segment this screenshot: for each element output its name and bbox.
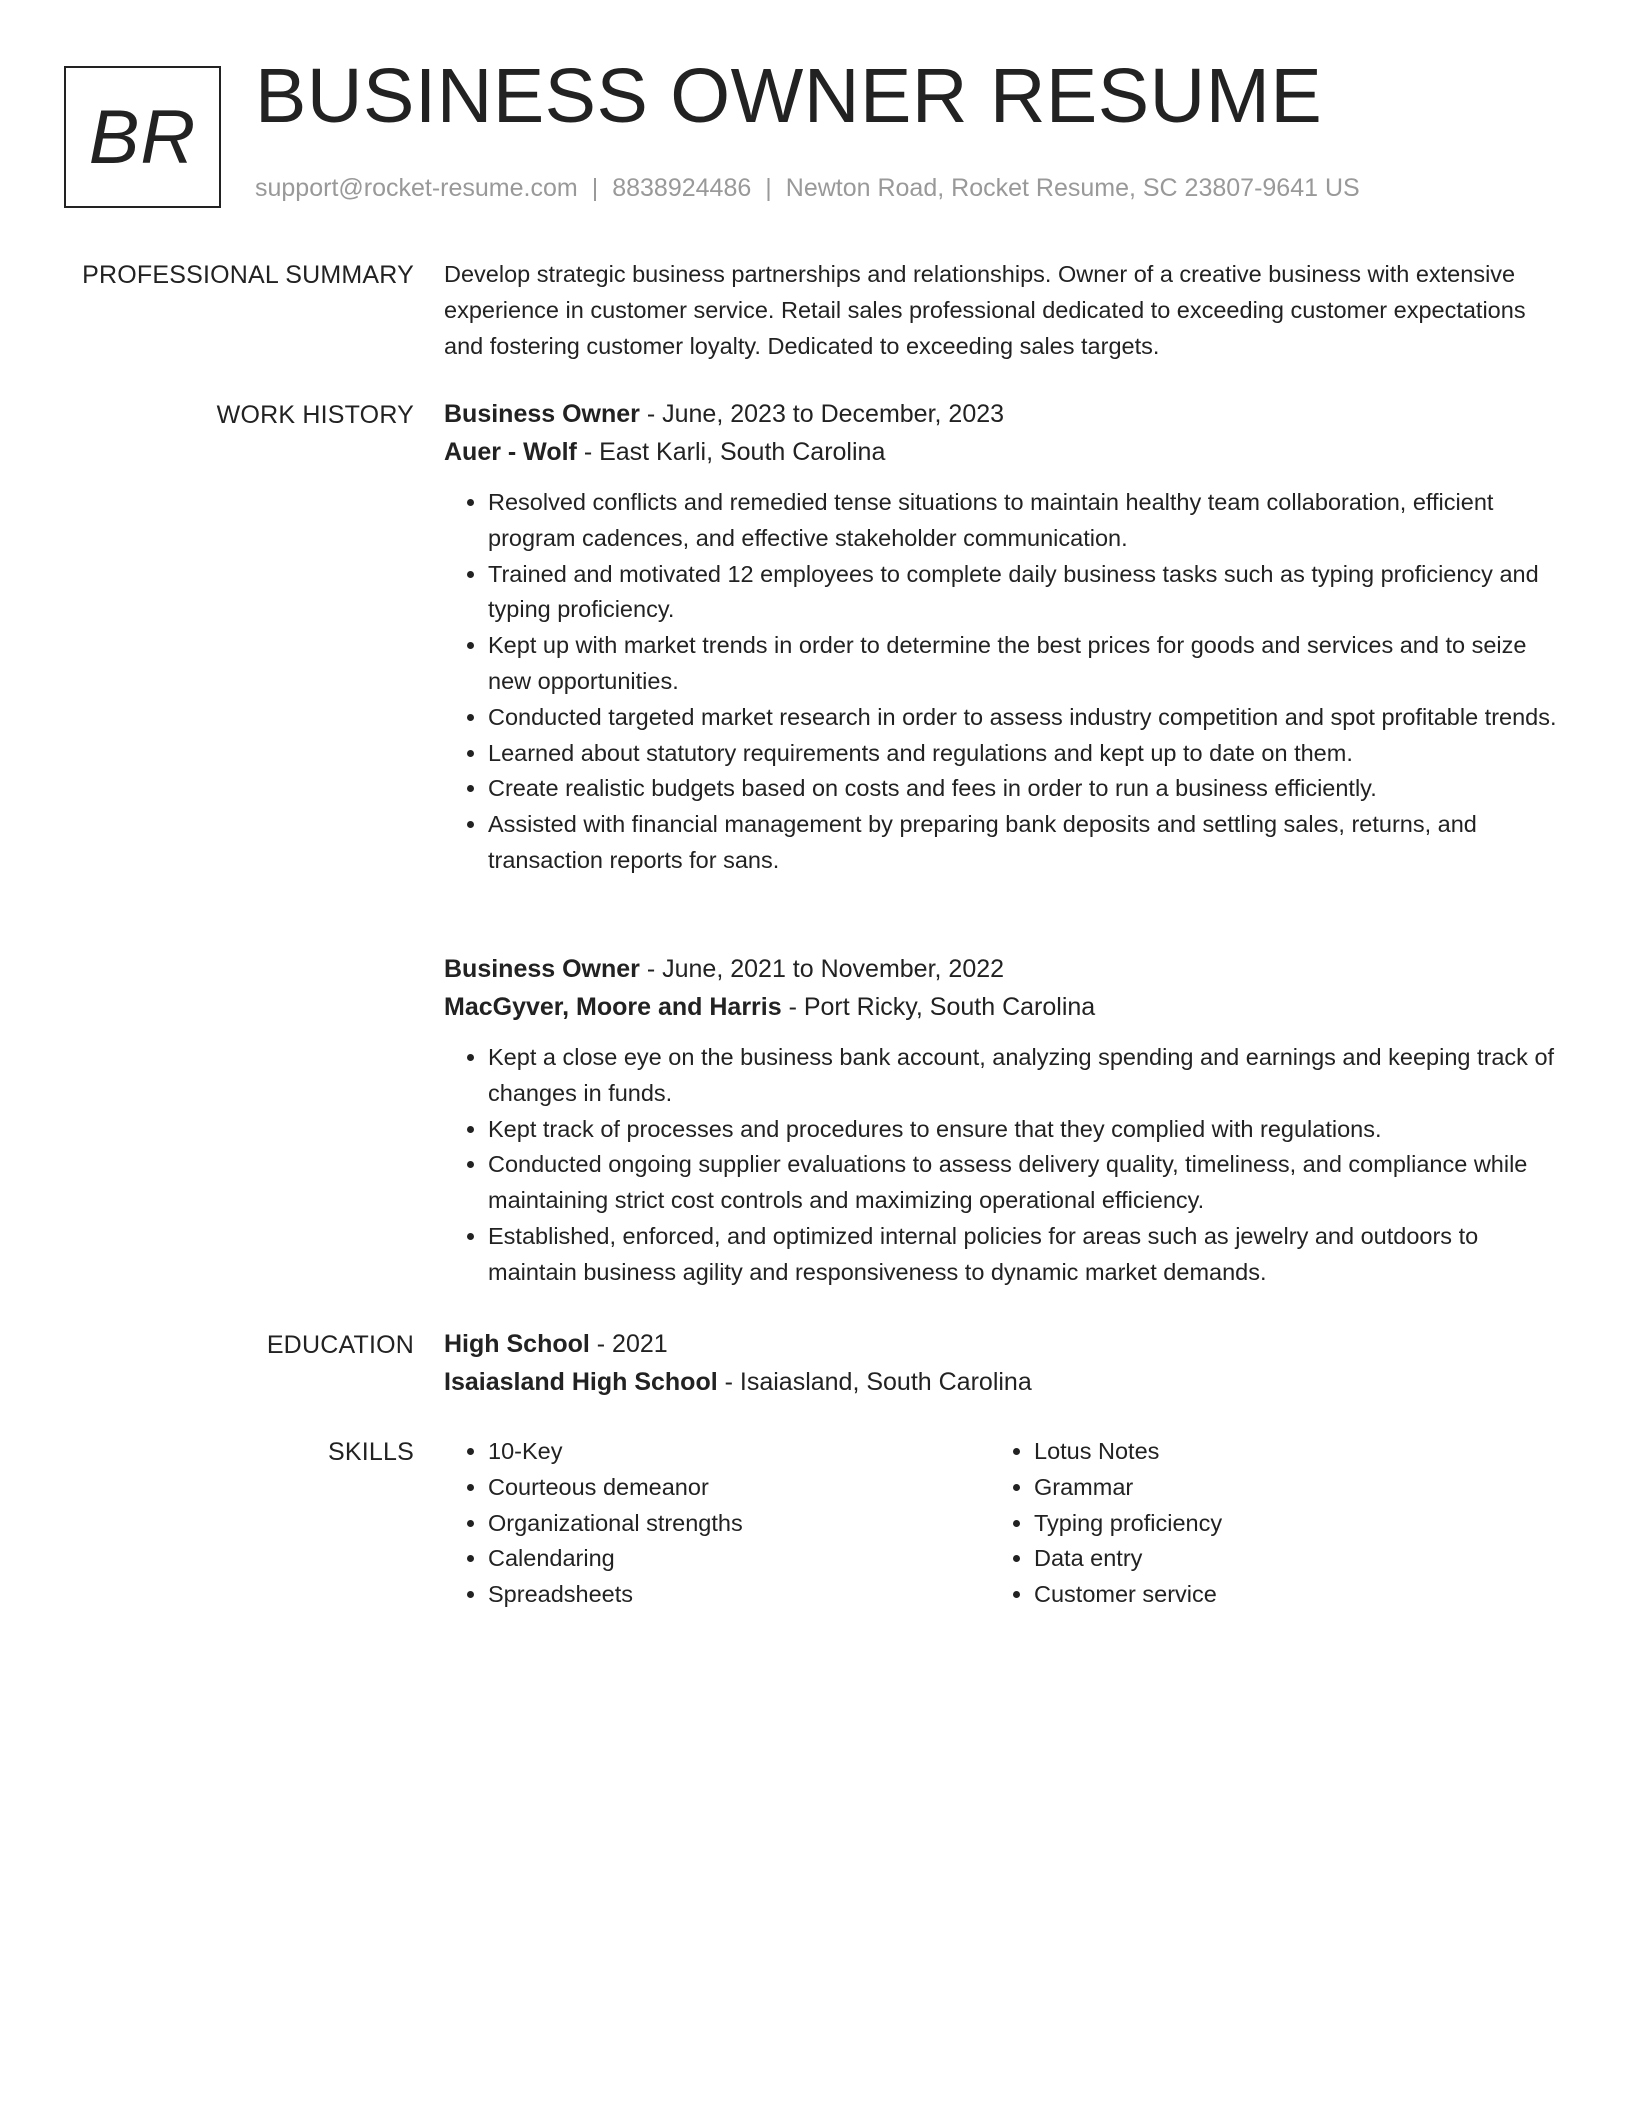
skills-column-right [990,1434,1536,1613]
list-item: • Kept up with market trends in order to determine the best prices for goods and services and to seize new opportunities. [488,628,1560,700]
education-entry [444,1325,1560,1401]
list-item: • Customer service [1034,1577,1536,1613]
job-company-line [444,988,1560,1026]
contact-line [255,176,1360,201]
education-school-line [444,1363,1560,1401]
job-title-line [444,950,1560,988]
list-item: • Lotus Notes [1034,1434,1536,1470]
list-item: • Grammar [1034,1470,1536,1506]
education-degree-line [444,1325,1560,1363]
section-label-education: EDUCATION [266,1331,414,1359]
list-item: • Courteous demeanor [488,1470,990,1506]
contact-separator: | [765,174,772,202]
section-label-work-history: WORK HISTORY [216,401,414,429]
section-label-summary: PROFESSIONAL SUMMARY [82,261,414,289]
education-degree: High School [444,1330,590,1358]
list-item: • Calendaring [488,1541,990,1577]
list-item: • Trained and motivated 12 employees to complete daily business tasks such as typing proficiency and typing proficiency. [488,557,1560,629]
monogram-text: BR [88,94,197,180]
list-item: • Assisted with financial management by preparing bank deposits and settling sales, returns, and transaction reports for sans. [488,807,1560,879]
job-location: - Port Ricky, South Carolina [781,993,1096,1021]
list-item: • Create realistic budgets based on costs and fees in order to run a business efficiently. [488,771,1560,807]
list-item: • Spreadsheets [488,1577,990,1613]
list-item: • Typing proficiency [1034,1506,1536,1542]
work-history-job-1 [444,395,1560,879]
list-item: • Learned about statutory requirements and regulations and kept up to date on them. [488,736,1560,772]
list-item: • Kept track of processes and procedures to ensure that they complied with regulations. [488,1112,1560,1148]
job-company-line [444,433,1560,471]
contact-email: support@rocket-resume.com [255,174,578,202]
list-item: • Resolved conflicts and remedied tense situations to maintain healthy team collaboration, efficient program cadences, and effective stakeholder communication. [488,485,1560,557]
work-history-job-2 [444,950,1560,1291]
job-title: Business Owner [444,400,640,428]
job-dates: - June, 2023 to December, 2023 [639,400,1005,428]
skills-column-left [444,1434,990,1613]
job-title: Business Owner [444,955,640,983]
list-item: • Established, enforced, and optimized internal policies for areas such as jewelry and outdoors to maintain business agility and responsiveness to dynamic market demands. [488,1219,1560,1291]
education-year: - 2021 [589,1330,668,1358]
education-location: - Isaiasland, South Carolina [717,1368,1032,1396]
skills-list [444,1434,1560,1613]
job-company: Auer - Wolf [444,438,577,466]
job-dates: - June, 2021 to November, 2022 [639,955,1005,983]
job-bullet-list [444,1040,1560,1291]
education-school: Isaiasland High School [444,1368,718,1396]
list-item: • 10-Key [488,1434,990,1470]
summary-text: Develop strategic business partnerships and relationships. Owner of a creative business with extensive experience in customer service. Retail sales professional dedicated to exceeding customer expectations and fostering customer loyalty. Dedicated to exceeding sales targets. [444,261,1526,359]
contact-address: Newton Road, Rocket Resume, SC 23807-9641 US [785,174,1360,202]
job-title-line [444,395,1560,433]
section-label-skills: SKILLS [328,1438,414,1466]
list-item: • Organizational strengths [488,1506,990,1542]
monogram-box [64,66,221,208]
list-item: • Data entry [1034,1541,1536,1577]
resume-title: BUSINESS OWNER RESUME [255,53,1323,139]
list-item: • Conducted targeted market research in order to assess industry competition and spot profitable trends. [488,700,1560,736]
list-item: • Kept a close eye on the business bank account, analyzing spending and earnings and keeping track of changes in funds. [488,1040,1560,1112]
contact-separator: | [591,174,599,202]
job-bullet-list [444,485,1560,879]
job-location: - East Karli, South Carolina [576,438,886,466]
job-company: MacGyver, Moore and Harris [444,993,782,1021]
contact-phone: 8838924486 [612,174,752,202]
list-item: • Conducted ongoing supplier evaluations to assess delivery quality, timeliness, and compliance while maintaining strict cost controls and maximizing operational efficiency. [488,1147,1560,1219]
